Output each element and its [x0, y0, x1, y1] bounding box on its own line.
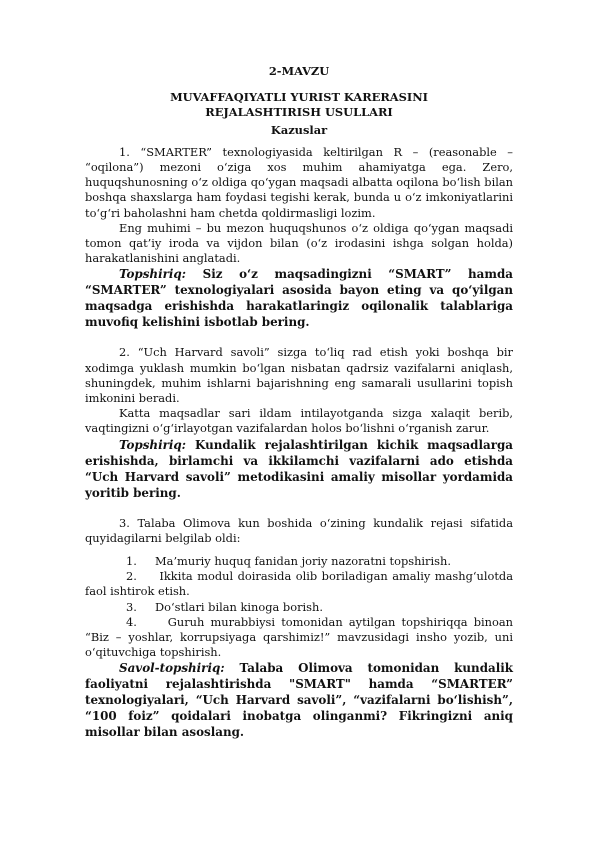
case3-paragraph-1: 3. Talaba Olimova kun boshida o‘zining kundalik rejasi sifatida quyidagilarni belgilab oldi: — [85, 515, 513, 545]
case3-task-label: Savol-topshiriq: — [119, 661, 225, 676]
topic-heading: 2-MAVZU — [268, 64, 330, 78]
case1-task-label: Topshiriq: — [119, 267, 187, 282]
list-item — [85, 600, 513, 615]
case2-task-text: Kundalik rejalashtirilgan kichik maqsadlarga erishishda, birlamchi va ikkilamchi vazifalarni ado etishda “Uch Harvard savoli” metodikasini amaliy misollar yordamida yoritib bering. — [85, 437, 513, 500]
spacer — [85, 501, 513, 516]
case1-paragraph-2: Eng muhimi – bu mezon huquqshunos o‘z oldiga qo‘ygan maqsadi tomon qat’iy iroda va vijdon bilan (o‘z irodasini ishga solgan holda) harakatlanishini anglatadi. — [85, 220, 513, 266]
page-content — [85, 64, 513, 740]
list-item — [85, 569, 513, 599]
title-line-1: MUVAFFAQIYATLI YURIST KARERASINI — [170, 90, 428, 105]
case2-task — [85, 437, 513, 501]
spacer — [85, 330, 513, 345]
case3-task-text: Talaba Olimova tomonidan kundalik faoliyatni rejalashtirishda "SMART" hamda “SMARTER” texnologiyalari, “Uch Harvard savoli”, “vazifalarni bo‘lishish”, “100 foiz” qoidalari inobatga olinganmi? Fikringizni aniq misollar bilan asoslang. — [85, 661, 513, 740]
case1-paragraph-1: 1. “SMARTER” texnologiyasida keltirilgan R – (reasonable – “oqilona”) mezoni o‘ziga xos muhim ahamiyatga ega. Zero, huquqshunosning o‘z oldiga qo‘ygan maqsadi albatta oqilona bo‘lish bilan boshqa shaxslarga ham foydasi tegishi kerak, bunda u o‘z imkoniyatlarini to‘g‘ri baholashni ham chetda qoldirmasligi lozim. — [85, 144, 513, 220]
list-item-number: 2. — [126, 569, 137, 584]
list-item-number: 3. — [126, 599, 137, 614]
case3-task — [85, 660, 513, 740]
list-item — [85, 615, 513, 661]
list-item-text: Guruh murabbiysi tomonidan aytilgan topshiriqqa binoan “Biz – yoshlar, korrupsiyaga qarshimiz!” mavzusidagi insho yozib, uni o‘qituvchiga topshirish. — [85, 614, 513, 660]
case2-paragraph-1: 2. “Uch Harvard savoli” sizga to‘liq rad etish yoki boshqa bir xodimga yuklash mumkin bo‘lgan nisbatan qadrsiz vazifalarni aniqlash, shuningdek, muhim ishlarni bajarishning eng samarali usullarini topish imkonini beradi. — [85, 345, 513, 406]
list-item-text: Ikkita modul doirasida olib boriladigan amaliy mashg‘ulotda faol ishtirok etish. — [85, 569, 513, 599]
list-item-number: 4. — [126, 614, 137, 629]
case2-task-label: Topshiriq: — [119, 437, 187, 452]
case1-task — [85, 266, 513, 330]
spacer — [85, 546, 513, 554]
case2-paragraph-2: Katta maqsadlar sari ildam intilayotganda sizga xalaqit berib, vaqtingizni o‘g‘irlayotgan vazifalardan holos bo‘lishni o‘rganish zarur. — [85, 406, 513, 436]
case1-task-text: Siz o‘z maqsadingizni “SMART” hamda “SMARTER” texnologiyalari asosida bayon eting va qo‘yilgan maqsadga erishishda harakatlaringiz oqilonalik talablariga muvofiq kelishini isbotlab bering. — [85, 267, 513, 330]
list-item — [85, 554, 513, 569]
title-line-2: REJALASHTIRISH USULLARI — [205, 105, 393, 120]
list-item-text: Ma’muriy huquq fanidan joriy nazoratni topshirish. — [154, 554, 451, 569]
list-item-text: Do‘stlari bilan kinoga borish. — [154, 599, 323, 614]
list-item-number: 1. — [126, 554, 137, 569]
section-subtitle: Kazuslar — [270, 122, 328, 137]
